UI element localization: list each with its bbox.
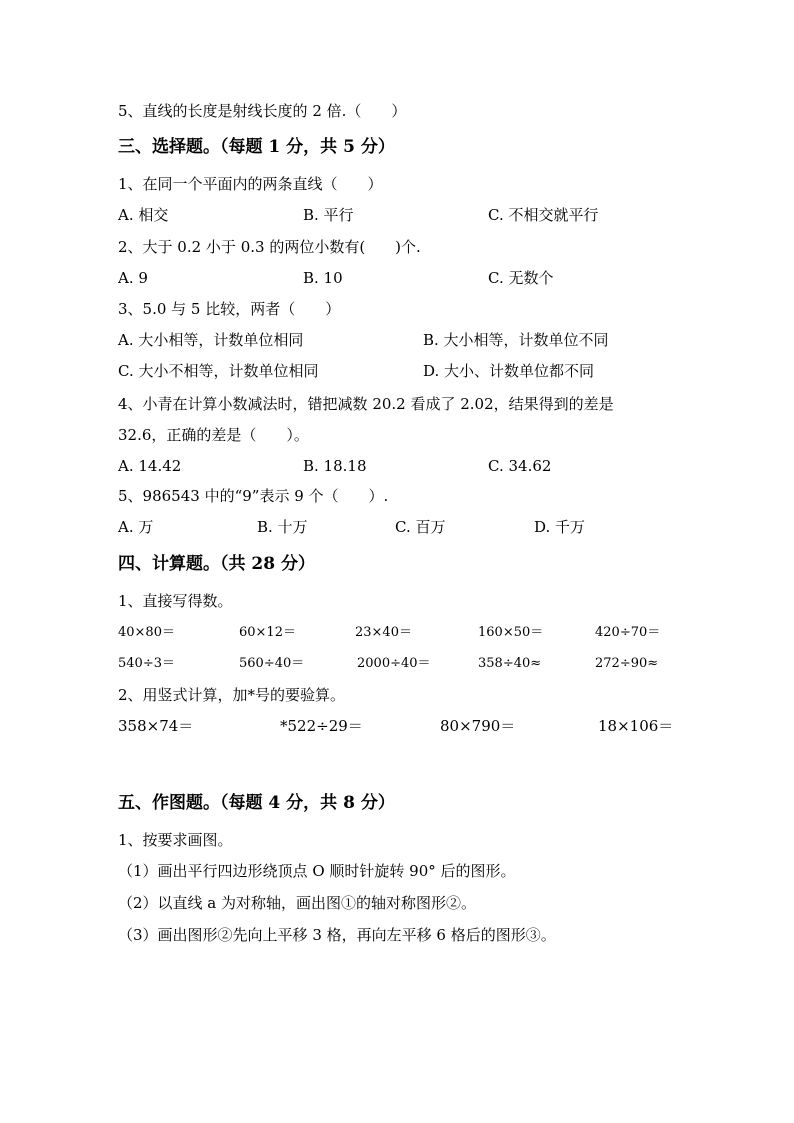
- mc1-option-b: B. 平行: [303, 206, 354, 224]
- mc-question-4-line-2: 32.6，正确的差是（ ）。: [118, 426, 309, 444]
- mc5-option-b: B. 十万: [257, 518, 308, 536]
- mc2-option-a: A. 9: [118, 269, 148, 287]
- vertical-calc-item: 358×74＝: [118, 717, 194, 735]
- vertical-calc-item: *522÷29＝: [280, 717, 363, 735]
- vertical-calc-item: 80×790＝: [440, 717, 516, 735]
- calc-item: 560÷40＝: [239, 656, 305, 671]
- mc-question-3: 3、5.0 与 5 比较，两者（ ）: [118, 300, 341, 318]
- mc3-option-c: C. 大小不相等，计数单位相同: [118, 362, 319, 380]
- mc5-option-c: C. 百万: [395, 518, 446, 536]
- mc-question-5: 5、986543 中的“9”表示 9 个（ ）.: [118, 487, 389, 505]
- mc3-option-b: B. 大小相等，计数单位不同: [423, 331, 609, 349]
- calc-question-1: 1、直接写得数。: [118, 592, 233, 610]
- calc-item: 160×50＝: [478, 625, 544, 640]
- calc-item: 23×40＝: [355, 625, 412, 640]
- calc-item: 40×80＝: [118, 625, 175, 640]
- mc4-option-a: A. 14.42: [118, 457, 182, 475]
- drawing-subquestion-3: （3）画出图形②先向上平移 3 格，再向左平移 6 格后的图形③。: [118, 926, 556, 944]
- drawing-question-1: 1、按要求画图。: [118, 831, 233, 849]
- section-3-heading: 三、选择题。（每题 1 分，共 5 分）: [118, 137, 395, 157]
- mc5-option-a: A. 万: [118, 518, 154, 536]
- mc-question-4-line-1: 4、小青在计算小数减法时，错把减数 20.2 看成了 2.02，结果得到的差是: [118, 395, 614, 413]
- mc-question-1: 1、在同一个平面内的两条直线（ ）: [118, 175, 383, 193]
- mc2-option-b: B. 10: [303, 269, 343, 287]
- calc-item: 2000÷40＝: [357, 656, 431, 671]
- calc-item: 272÷90≈: [595, 656, 659, 671]
- calc-item: 420÷70＝: [595, 625, 661, 640]
- mc4-option-b: B. 18.18: [303, 457, 367, 475]
- drawing-subquestion-2: （2）以直线 a 为对称轴，画出图①的轴对称图形②。: [118, 894, 477, 912]
- calc-item: 60×12＝: [239, 625, 296, 640]
- mc5-option-d: D. 千万: [534, 518, 586, 536]
- section-5-heading: 五、作图题。（每题 4 分，共 8 分）: [118, 793, 395, 813]
- drawing-subquestion-1: （1）画出平行四边形绕顶点 O 顺时针旋转 90° 后的图形。: [118, 862, 516, 880]
- vertical-calc-item: 18×106＝: [598, 717, 674, 735]
- mc-question-2: 2、大于 0.2 小于 0.3 的两位小数有( )个.: [118, 238, 421, 256]
- calc-item: 358÷40≈: [478, 656, 542, 671]
- calc-item: 540÷3＝: [118, 656, 175, 671]
- mc2-option-c: C. 无数个: [488, 269, 554, 287]
- calc-question-2: 2、用竖式计算，加*号的要验算。: [118, 686, 346, 704]
- tf-question-5: 5、直线的长度是射线长度的 2 倍.（ ）: [118, 102, 407, 120]
- mc3-option-d: D. 大小、计数单位都不同: [423, 362, 595, 380]
- mc1-option-a: A. 相交: [118, 206, 169, 224]
- mc3-option-a: A. 大小相等，计数单位相同: [118, 331, 304, 349]
- mc4-option-c: C. 34.62: [488, 457, 552, 475]
- mc1-option-c: C. 不相交就平行: [488, 206, 599, 224]
- section-4-heading: 四、计算题。（共 28 分）: [118, 554, 315, 574]
